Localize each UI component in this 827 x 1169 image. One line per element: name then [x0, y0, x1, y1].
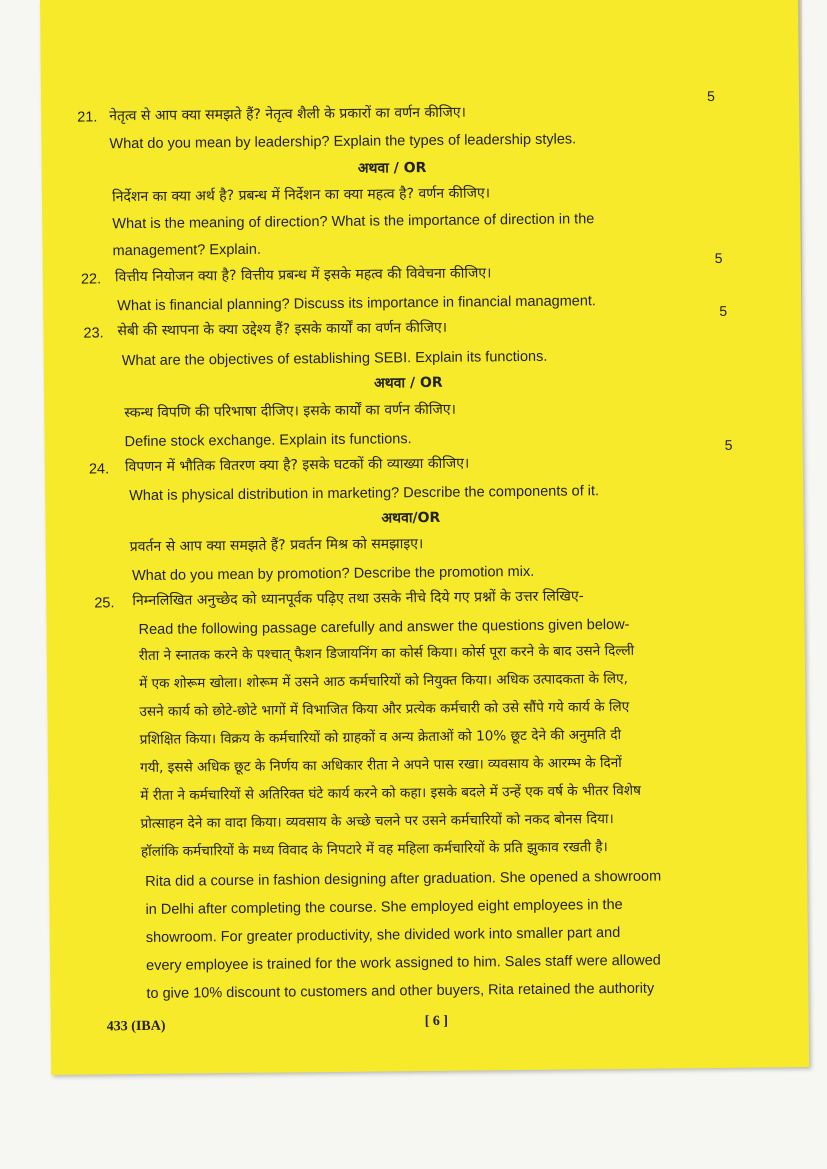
passage-english-line: in Delhi after completing the course. She employed eight employees in the [145, 896, 623, 918]
question-marks: 5 [714, 249, 723, 266]
question-23-alt-english: Define stock exchange. Explain its functions. [124, 431, 412, 451]
question-marks: 5 [719, 302, 728, 319]
page-number: [ 6 ] [424, 1013, 449, 1030]
passage-hindi-line: हॉलांकि कर्मचारियों के मध्य विवाद के निपटारे में वह महिला कर्मचारियों के प्रति झुकाव रखती है। [140, 839, 608, 860]
or-separator: अथवा / OR [357, 159, 427, 177]
passage-hindi-line: गयी, इससे अधिक छूट के निर्णय का अधिकार रीता ने अपने पास रखा। व्यवसाय के आरम्भ के दिनों [139, 754, 622, 776]
question-marks: 5 [706, 87, 715, 105]
question-24-alt-hindi: प्रवर्तन से आप क्या समझते हैं? प्रवर्तन मिश्र को समझाइए। [129, 536, 424, 556]
question-21-alt-english-1: What is the meaning of direction? What is the importance of direction in the [112, 211, 595, 233]
question-22-hindi: वित्तीय नियोजन क्या है? वित्तीय प्रबन्ध में इसके महत्व की विवेचना कीजिए। [114, 265, 492, 286]
passage-hindi-line: में रीता ने कर्मचारियों से अतिरिक्त घंटे कार्य करने को कहा। इसके बदले में उन्हें एक वर्ष के भीतर विशेष [140, 782, 642, 804]
passage-english-line: showroom. For greater productivity, she divided work into smaller part and [145, 924, 621, 946]
page-content [40, 0, 809, 1075]
question-number: 22. [80, 271, 102, 288]
question-25-english: Read the following passage carefully and answer the questions given below- [138, 616, 630, 639]
passage-hindi-line: उसने कार्य को छोटे-छोटे भागों में विभाजित किया और प्रत्येक कर्मचारी को उसे सौंपे गये कार्य के लिए [139, 698, 630, 720]
passage-hindi-line: में एक शोरूम खोला। शोरूम में उसने आठ कर्मचारियों को नियुक्त किया। अधिक उत्पादकता के लिए, [139, 670, 628, 692]
question-24-alt-english: What do you mean by promotion? Describe the promotion mix. [131, 563, 535, 585]
question-25-hindi: निम्नलिखित अनुच्छेद को ध्यानपूर्वक पढ़िए तथा उसके नीचे दिये गए प्रश्नों के उत्तर लिखिए- [132, 588, 584, 610]
question-24-english: What is physical distribution in marketing? Describe the components of it. [129, 483, 600, 505]
passage-english-line: Rita did a course in fashion designing after graduation. She opened a showroom [145, 868, 662, 890]
passage-english-line: every employee is trained for the work assigned to him. Sales staff were allowed [146, 952, 661, 974]
or-separator: अथवा/OR [381, 509, 441, 527]
question-22-english: What is financial planning? Discuss its importance in financial managment. [117, 293, 597, 315]
or-separator: अथवा / OR [373, 374, 443, 392]
question-number: 21. [77, 109, 98, 126]
question-21-hindi: नेतृत्व से आप क्या समझते हैं? नेतृत्व शैली के प्रकारों का वर्णन कीजिए। [109, 104, 466, 125]
passage-hindi-line: रीता ने स्नातक करने के पश्चात् फैशन डिजायनिंग का कोर्स किया। कोर्स पूरा करने के बाद उसने दिल्ली [138, 642, 635, 665]
passage-hindi-line: प्रोत्साहन देने का वादा किया। व्यवसाय के अच्छे चलने पर उसने कर्मचारियों को नकद बोनस दिया। [140, 811, 614, 832]
question-number: 24. [88, 461, 110, 478]
question-number: 23. [83, 325, 104, 342]
question-23-hindi: सेबी की स्थापना के क्या उद्देश्य हैं? इसके कार्यों का वर्णन कीजिए। [117, 319, 448, 340]
question-23-english: What are the objectives of establishing SEBI. Explain its functions. [121, 348, 548, 370]
question-23-alt-hindi: स्कन्ध विपणि की परिभाषा दीजिए। इसके कार्यों का वर्णन कीजिए। [124, 401, 456, 422]
question-24-hindi: विपणन में भौतिक वितरण क्या है? इसके घटकों की व्याख्या कीजिए। [124, 455, 470, 476]
passage-english-line: to give 10% discount to customers and other buyers, Rita retained the authority [146, 980, 655, 1002]
question-number: 25. [94, 595, 115, 612]
question-21-alt-hindi: निर्देशन का क्या अर्थ है? प्रबन्ध में निर्देशन का क्या महत्व है? वर्णन कीजिए। [111, 185, 491, 206]
exam-page [40, 0, 809, 1075]
passage-hindi-line: प्रशिक्षित किया। विक्रय के कर्मचारियों को ग्राहकों व अन्य क्रेताओं को 10% छूट देने की अनुमति दी [139, 726, 622, 748]
question-21-alt-english-2: management? Explain. [112, 241, 262, 260]
question-marks: 5 [724, 436, 733, 453]
question-21-english: What do you mean by leadership? Explain the types of leadership styles. [109, 131, 577, 153]
paper-code: 433 (IBA) [106, 1018, 166, 1035]
